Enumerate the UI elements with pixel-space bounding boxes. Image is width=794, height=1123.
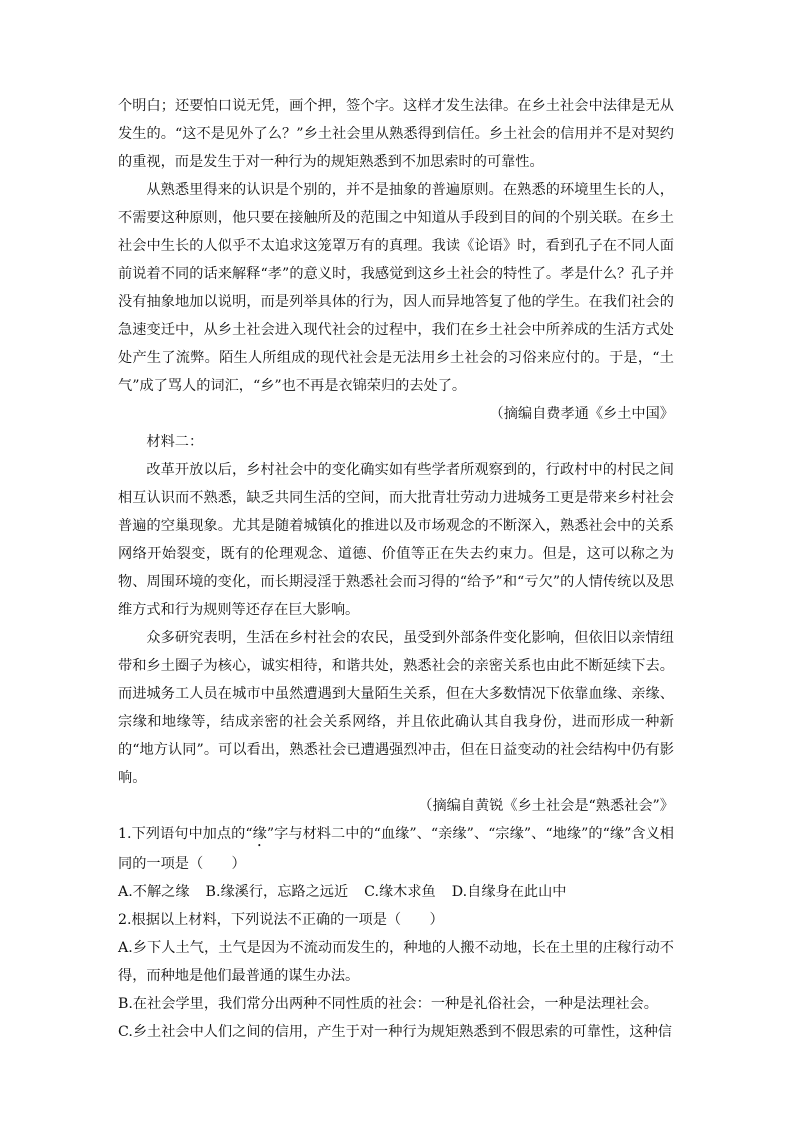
question-1-stem-part-b: ”字与材料二中的“血缘”、“亲缘”、“宗缘”、“地缘”的“缘”含义相同的一项是（ ） [118, 826, 674, 872]
q1-option-a[interactable]: A.不解之缘 [118, 884, 190, 900]
material-2-heading: 材料二： [146, 434, 204, 450]
paragraph-1: 个明白；还要怕口说无凭，画个押，签个字。这样才发生法律。在乡土社会中法律是无从发生的。“这不是见外了么？”乡土社会里从熟悉得到信任。乡土社会的信用并不是对契约的重视，而是发生于对一种行为的规矩熟悉到不加思索时的可靠性。 [118, 98, 674, 170]
question-2-stem: 2.根据以上材料，下列说法不正确的一项是（ ） [118, 912, 444, 928]
q2-option-a[interactable]: A.乡下人土气，土气是因为不流动而发生的，种地的人搬不动地，长在土里的庄稼行动不得，而种地是他们最普通的谋生办法。 [118, 940, 674, 984]
q1-option-c[interactable]: C.缘木求鱼 [364, 884, 436, 900]
q1-option-d[interactable]: D.自缘身在此山中 [451, 884, 567, 900]
source-citation-1: （摘编自费孝通《乡土中国》 [489, 406, 674, 422]
paragraph-3: 改革开放以后，乡村社会中的变化确实如有些学者所观察到的，行政村中的村民之间相互认识而不熟悉，缺乏共同生活的空间，而大批青壮劳动力进城务工更是带来乡村社会普遍的空巢现象。尤其是随着城镇化的推进以及市场观念的不断深入，熟悉社会中的关系网络开始裂变，既有的伦理观念、道德、价值等正在失去约束力。但是，这可以称之为物、周围环境的变化，而长期浸淫于熟悉社会而习得的“给予”和“亏欠”的人情传统以及思维方式和行为规则等还存在巨大影响。 [118, 462, 674, 618]
paragraph-4: 众多研究表明，生活在乡村社会的农民，虽受到外部条件变化影响，但依旧以亲情纽带和乡土圈子为核心，诚实相待，和谐共处，熟悉社会的亲密关系也由此不断延续下去。而进城务工人员在城市中虽然遭遇到大量陌生关系，但在大多数情况下依靠血缘、亲缘、宗缘和地缘等，结成亲密的社会关系网络，并且依此确认其自我身份，进而形成一种新的“地方认同”。可以看出，熟悉社会已遭遇强烈冲击，但在日益变动的社会结构中仍有影响。 [118, 630, 674, 786]
question-1-options [118, 878, 674, 906]
paragraph-2: 从熟悉里得来的认识是个别的，并不是抽象的普遍原则。在熟悉的环境里生长的人，不需要这种原则，他只要在接触所及的范围之中知道从手段到目的间的个别关联。在乡土社会中生长的人似乎不太追求这笼罩万有的真理。我读《论语》时，看到孔子在不同人面前说着不同的话来解释“孝”的意义时，我感觉到这乡土社会的特性了。孝是什么？孔子并没有抽象地加以说明，而是列举具体的行为，因人而异地答复了他的学生。在我们社会的急速变迁中，从乡土社会进入现代社会的过程中，我们在乡土社会中所养成的生活方式处处产生了流弊。陌生人所组成的现代社会是无法用乡土社会的习俗来应付的。于是，“土气”成了骂人的词汇，“乡”也不再是衣锦荣归的去处了。 [118, 182, 674, 394]
q2-option-c[interactable]: C.乡土社会中人们之间的信用，产生于对一种行为规矩熟悉到不假思索的可靠性，这种信 [118, 1024, 672, 1040]
source-citation-2: （摘编自黄锐《乡土社会是“熟悉社会”》 [418, 798, 674, 814]
document-page [118, 92, 674, 1046]
dotted-character: 缘 [252, 826, 267, 842]
question-1-stem [118, 820, 674, 878]
q1-option-b[interactable]: B.缘溪行，忘路之远近 [205, 884, 349, 900]
question-1-stem-part-a: 1.下列语句中加点的“ [118, 826, 253, 842]
q2-option-b[interactable]: B.在社会学里，我们常分出两种不同性质的社会：一种是礼俗社会，一种是法理社会。 [118, 996, 658, 1012]
